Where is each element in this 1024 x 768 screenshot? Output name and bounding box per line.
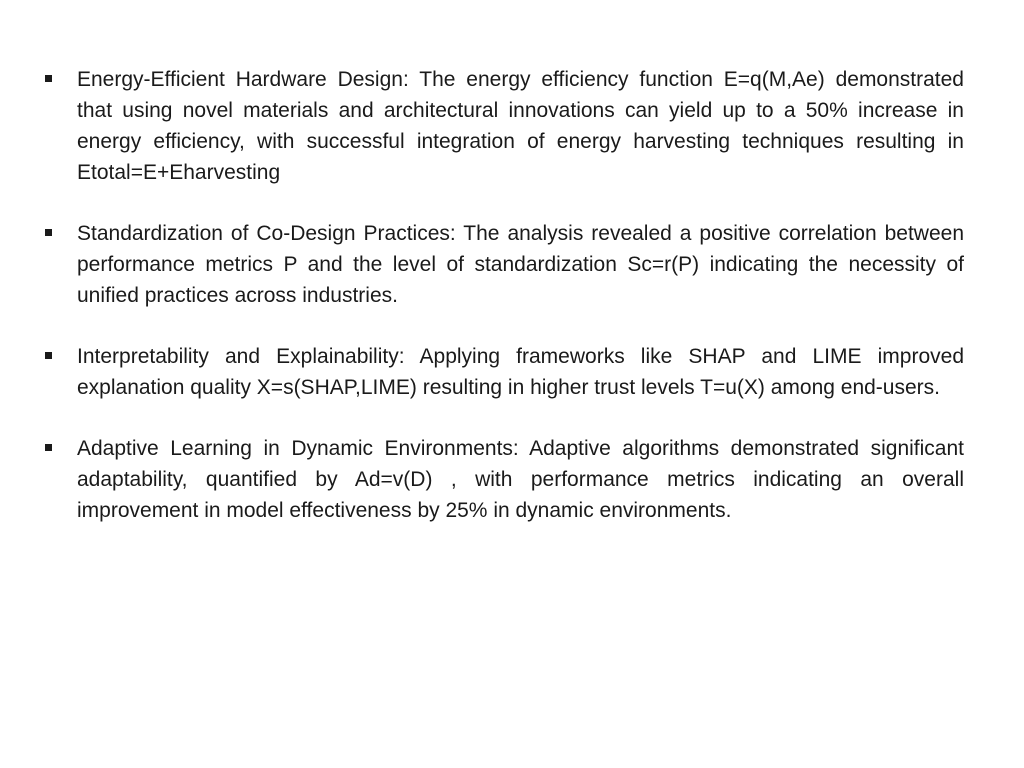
bullet-item-energy-efficient-hardware	[44, 64, 964, 188]
bullet-item-interpretability	[44, 341, 964, 403]
bullet-text: Standardization of Co-Design Practices: The analysis revealed a positive correlation between performance metrics P and the level of standardization Sc=r(P) indicating the necessity of unified practices across industries.	[77, 222, 964, 307]
square-bullet-icon	[45, 229, 52, 236]
bullet-list	[44, 64, 964, 556]
bullet-text: Energy-Efficient Hardware Design: The energy efficiency function E=q(M,Ae) demonstrated that using novel materials and architectural innovations can yield up to a 50% increase in energy efficiency, with successful integration of energy harvesting techniques resulting in Etotal=E+Eharvesting	[77, 68, 964, 184]
square-bullet-icon	[45, 75, 52, 82]
square-bullet-icon	[45, 352, 52, 359]
square-bullet-icon	[45, 444, 52, 451]
bullet-text: Interpretability and Explainability: Applying frameworks like SHAP and LIME improved explanation quality X=s(SHAP,LIME) resulting in higher trust levels T=u(X) among end-users.	[77, 345, 964, 399]
bullet-item-standardization	[44, 218, 964, 311]
bullet-item-adaptive-learning	[44, 433, 964, 526]
bullet-text: Adaptive Learning in Dynamic Environments: Adaptive algorithms demonstrated significant adaptability, quantified by Ad=v(D) , with performance metrics indicating an overall improvement in model effectiveness by 25% in dynamic environments.	[77, 437, 964, 522]
